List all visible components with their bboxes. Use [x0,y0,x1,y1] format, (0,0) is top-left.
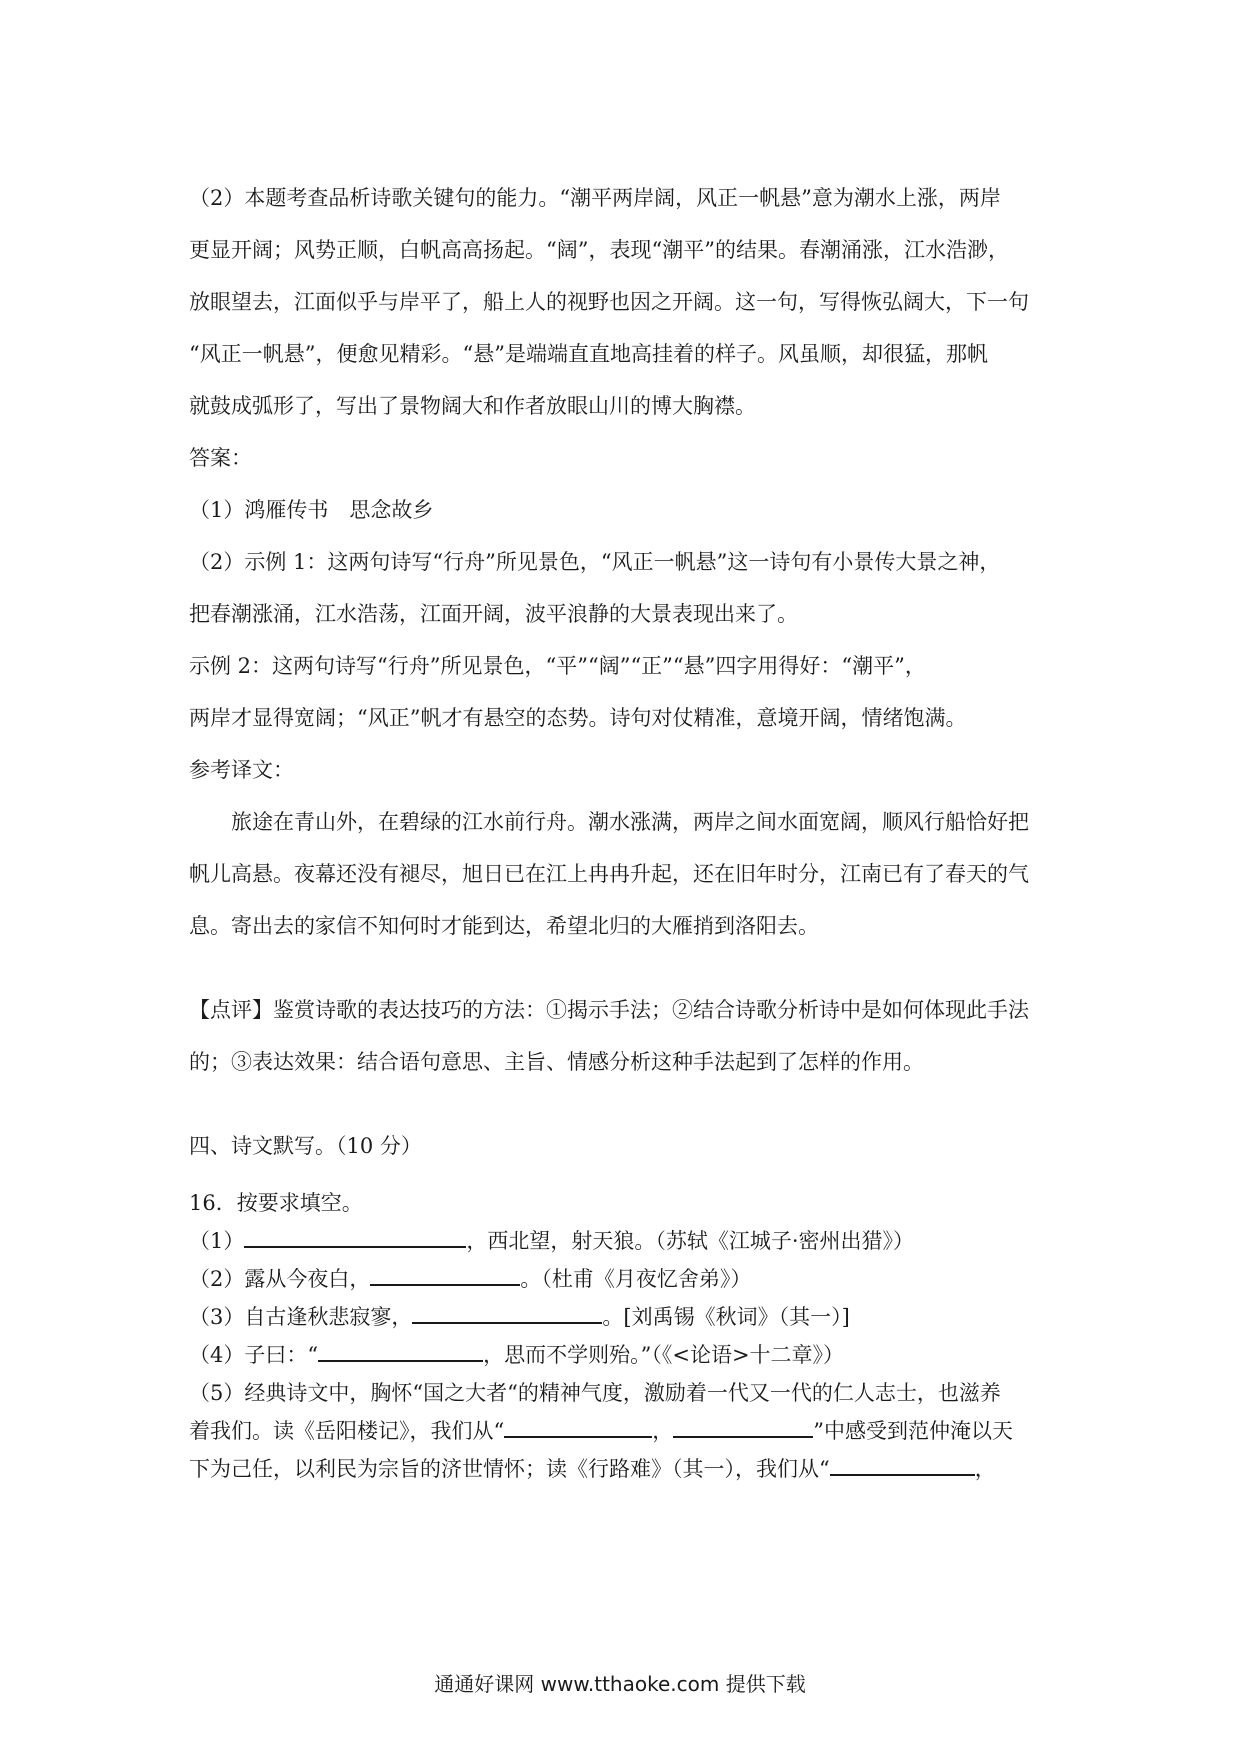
spacer [189,1172,1061,1184]
page-content [189,172,1061,1488]
blank-1 [244,1224,466,1248]
fill-item-3 [189,1298,1061,1336]
text-line: 的；③表达效果：结合语句意思、主旨、情感分析这种手法起到了怎样的作用。 [189,1050,924,1074]
fill-item-4 [189,1336,1061,1374]
section-4-heading: 四、诗文默写。（10 分） [189,1134,422,1158]
text-line [189,1450,1061,1488]
text-line: 息。寄出去的家信不知何时才能到达，希望北归的大雁捎到洛阳去。 [189,914,819,938]
text-line [189,1412,1061,1450]
item-prefix: （1） [189,1229,245,1253]
text-line: 把春潮涨涌，江水浩荡，江面开阔，波平浪静的大景表现出来了。 [189,602,798,626]
answer-heading: 答案： [189,446,252,470]
text-line: 更显开阔；风势正顺，白帆高高扬起。“阔”，表现“潮平”的结果。春潮涌涨，江水浩渺， [189,238,1009,262]
item-suffix: ，西北望，射天狼。（苏轼《江城子·密州出猎》） [466,1229,915,1253]
text-line: （5）经典诗文中，胸怀“国之大者“的精神气度，激励着一代又一代的仁人志士，也滋养 [189,1381,1001,1405]
blank-3 [412,1300,602,1324]
item-suffix: ，思而不学则殆。”（《<论语>十二章》） [483,1343,845,1367]
blank-5a [504,1414,652,1438]
item-text: ， [652,1419,674,1443]
item-text: 着我们。读《岳阳楼记》，我们从“ [189,1419,505,1443]
item-prefix: （3）自古逢秋悲寂寥， [189,1305,413,1329]
translation-heading: 参考译文： [189,758,294,782]
item-prefix: （4）子曰：“ [189,1343,319,1367]
blank-2 [370,1262,520,1286]
analysis-paragraph-2 [189,172,1061,432]
item-prefix: （2）露从今夜白， [189,1267,371,1291]
page-footer: 通通好课网 www.tthaoke.com 提供下载 [434,1672,806,1696]
text-line: 两岸才显得宽阔；“风正”帆才有悬空的态势。诗句对仗精准，意境开阔，情绪饱满。 [189,706,967,730]
fill-item-5 [189,1374,1061,1488]
text-line: 帆儿高悬。夜幕还没有褪尽，旭日已在江上冉冉升起，还在旧年时分，江南已有了春天的气 [189,862,1029,886]
text-line: 示例 2：这两句诗写“行舟”所见景色，“平”“阔”“正”“悬”四字用得好：“潮平”， [189,654,926,678]
answer-2 [189,536,1061,640]
comment-paragraph [189,984,1061,1088]
fill-item-1 [189,1222,1061,1260]
text-line: 就鼓成弧形了，写出了景物阔大和作者放眼山川的博大胸襟。 [189,394,756,418]
item-suffix: 。（杜甫《月夜忆舍弟》） [520,1267,752,1291]
item-suffix: 。[刘禹锡《秋词》（其一）] [602,1305,850,1329]
text-line: “风正一帆悬”，便愈见精彩。“悬”是端端直直地高挂着的样子。风虽顺，却很猛，那帆 [189,342,988,366]
text-line: 旅途在青山外，在碧绿的江水前行舟。潮水涨满，两岸之间水面宽阔，顺风行船恰好把 [231,810,1029,834]
answer-example-2 [189,640,1061,744]
question-16: 16．按要求填空。 [189,1191,363,1215]
text-line: （2）本题考查品析诗歌关键句的能力。“潮平两岸阔，风正一帆悬”意为潮水上涨，两岸 [189,186,1001,210]
text-line: 【点评】鉴赏诗歌的表达技巧的方法：①揭示手法；②结合诗歌分析诗中是如何体现此手法 [189,998,1029,1022]
item-text: ， [974,1457,996,1481]
blank-5c [830,1452,975,1476]
blank-4 [318,1338,483,1362]
spacer [189,952,1061,984]
answer-1: （1）鸿雁传书 思念故乡 [189,498,434,522]
fill-item-2 [189,1260,1061,1298]
translation-paragraph [189,796,1061,952]
blank-5b [673,1414,813,1438]
text-line: （2）示例 1：这两句诗写“行舟”所见景色，“风正一帆悬”这一诗句有小景传大景之神， [189,550,1001,574]
item-text: ”中感受到范仲淹以天 [813,1419,1013,1443]
text-line: 放眼望去，江面似乎与岸平了，船上人的视野也因之开阔。这一句，写得恢弘阔大，下一句 [189,290,1029,314]
item-text: 下为己任，以利民为宗旨的济世情怀；读《行路难》（其一），我们从“ [189,1457,830,1481]
spacer [189,1088,1061,1120]
